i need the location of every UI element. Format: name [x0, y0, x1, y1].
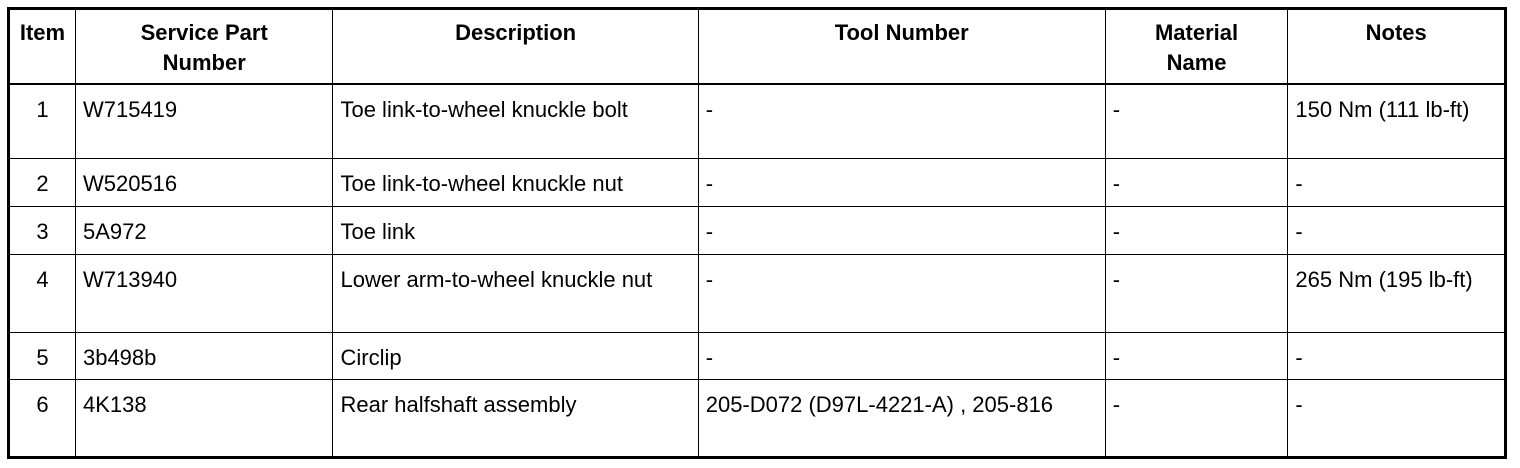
part-number-cell: 4K138 — [75, 380, 333, 458]
part-number-cell: 3b498b — [75, 333, 333, 380]
description-cell: Toe link-to-wheel knuckle bolt — [333, 84, 698, 159]
item-cell: 6 — [9, 380, 76, 458]
tool-number-cell: - — [698, 84, 1105, 159]
table-row — [9, 207, 1506, 255]
material-cell: - — [1105, 159, 1288, 207]
item-cell: 3 — [9, 207, 76, 255]
tool-number-cell: - — [698, 207, 1105, 255]
header-service-part-number: Service Part Number — [75, 9, 333, 84]
parts-table — [7, 7, 1507, 459]
description-cell: Toe link — [333, 207, 698, 255]
item-cell: 4 — [9, 255, 76, 333]
item-cell: 1 — [9, 84, 76, 159]
part-number-cell: 5A972 — [75, 207, 333, 255]
table-row — [9, 333, 1506, 380]
material-cell: - — [1105, 333, 1288, 380]
header-row — [9, 9, 1506, 84]
table-row — [9, 159, 1506, 207]
tool-number-cell: - — [698, 255, 1105, 333]
notes-cell: 265 Nm (195 lb-ft) — [1288, 255, 1506, 333]
header-material-name: Material Name — [1105, 9, 1288, 84]
material-cell: - — [1105, 380, 1288, 458]
description-cell: Circlip — [333, 333, 698, 380]
header-item: Item — [9, 9, 76, 84]
material-cell: - — [1105, 207, 1288, 255]
material-cell: - — [1105, 255, 1288, 333]
header-notes: Notes — [1288, 9, 1506, 84]
description-cell: Rear halfshaft assembly — [333, 380, 698, 458]
tool-number-cell: - — [698, 159, 1105, 207]
part-number-cell: W520516 — [75, 159, 333, 207]
item-cell: 2 — [9, 159, 76, 207]
notes-cell: 150 Nm (111 lb-ft) — [1288, 84, 1506, 159]
notes-cell: - — [1288, 333, 1506, 380]
tool-number-cell: 205-D072 (D97L-4221-A) , 205-816 — [698, 380, 1105, 458]
notes-cell: - — [1288, 380, 1506, 458]
description-cell: Toe link-to-wheel knuckle nut — [333, 159, 698, 207]
notes-cell: - — [1288, 159, 1506, 207]
tool-number-cell: - — [698, 333, 1105, 380]
part-number-cell: W713940 — [75, 255, 333, 333]
table-row — [9, 255, 1506, 333]
table-row — [9, 84, 1506, 159]
header-description: Description — [333, 9, 698, 84]
item-cell: 5 — [9, 333, 76, 380]
header-tool-number: Tool Number — [698, 9, 1105, 84]
notes-cell: - — [1288, 207, 1506, 255]
description-cell: Lower arm-to-wheel knuckle nut — [333, 255, 698, 333]
material-cell: - — [1105, 84, 1288, 159]
part-number-cell: W715419 — [75, 84, 333, 159]
table-row — [9, 380, 1506, 458]
